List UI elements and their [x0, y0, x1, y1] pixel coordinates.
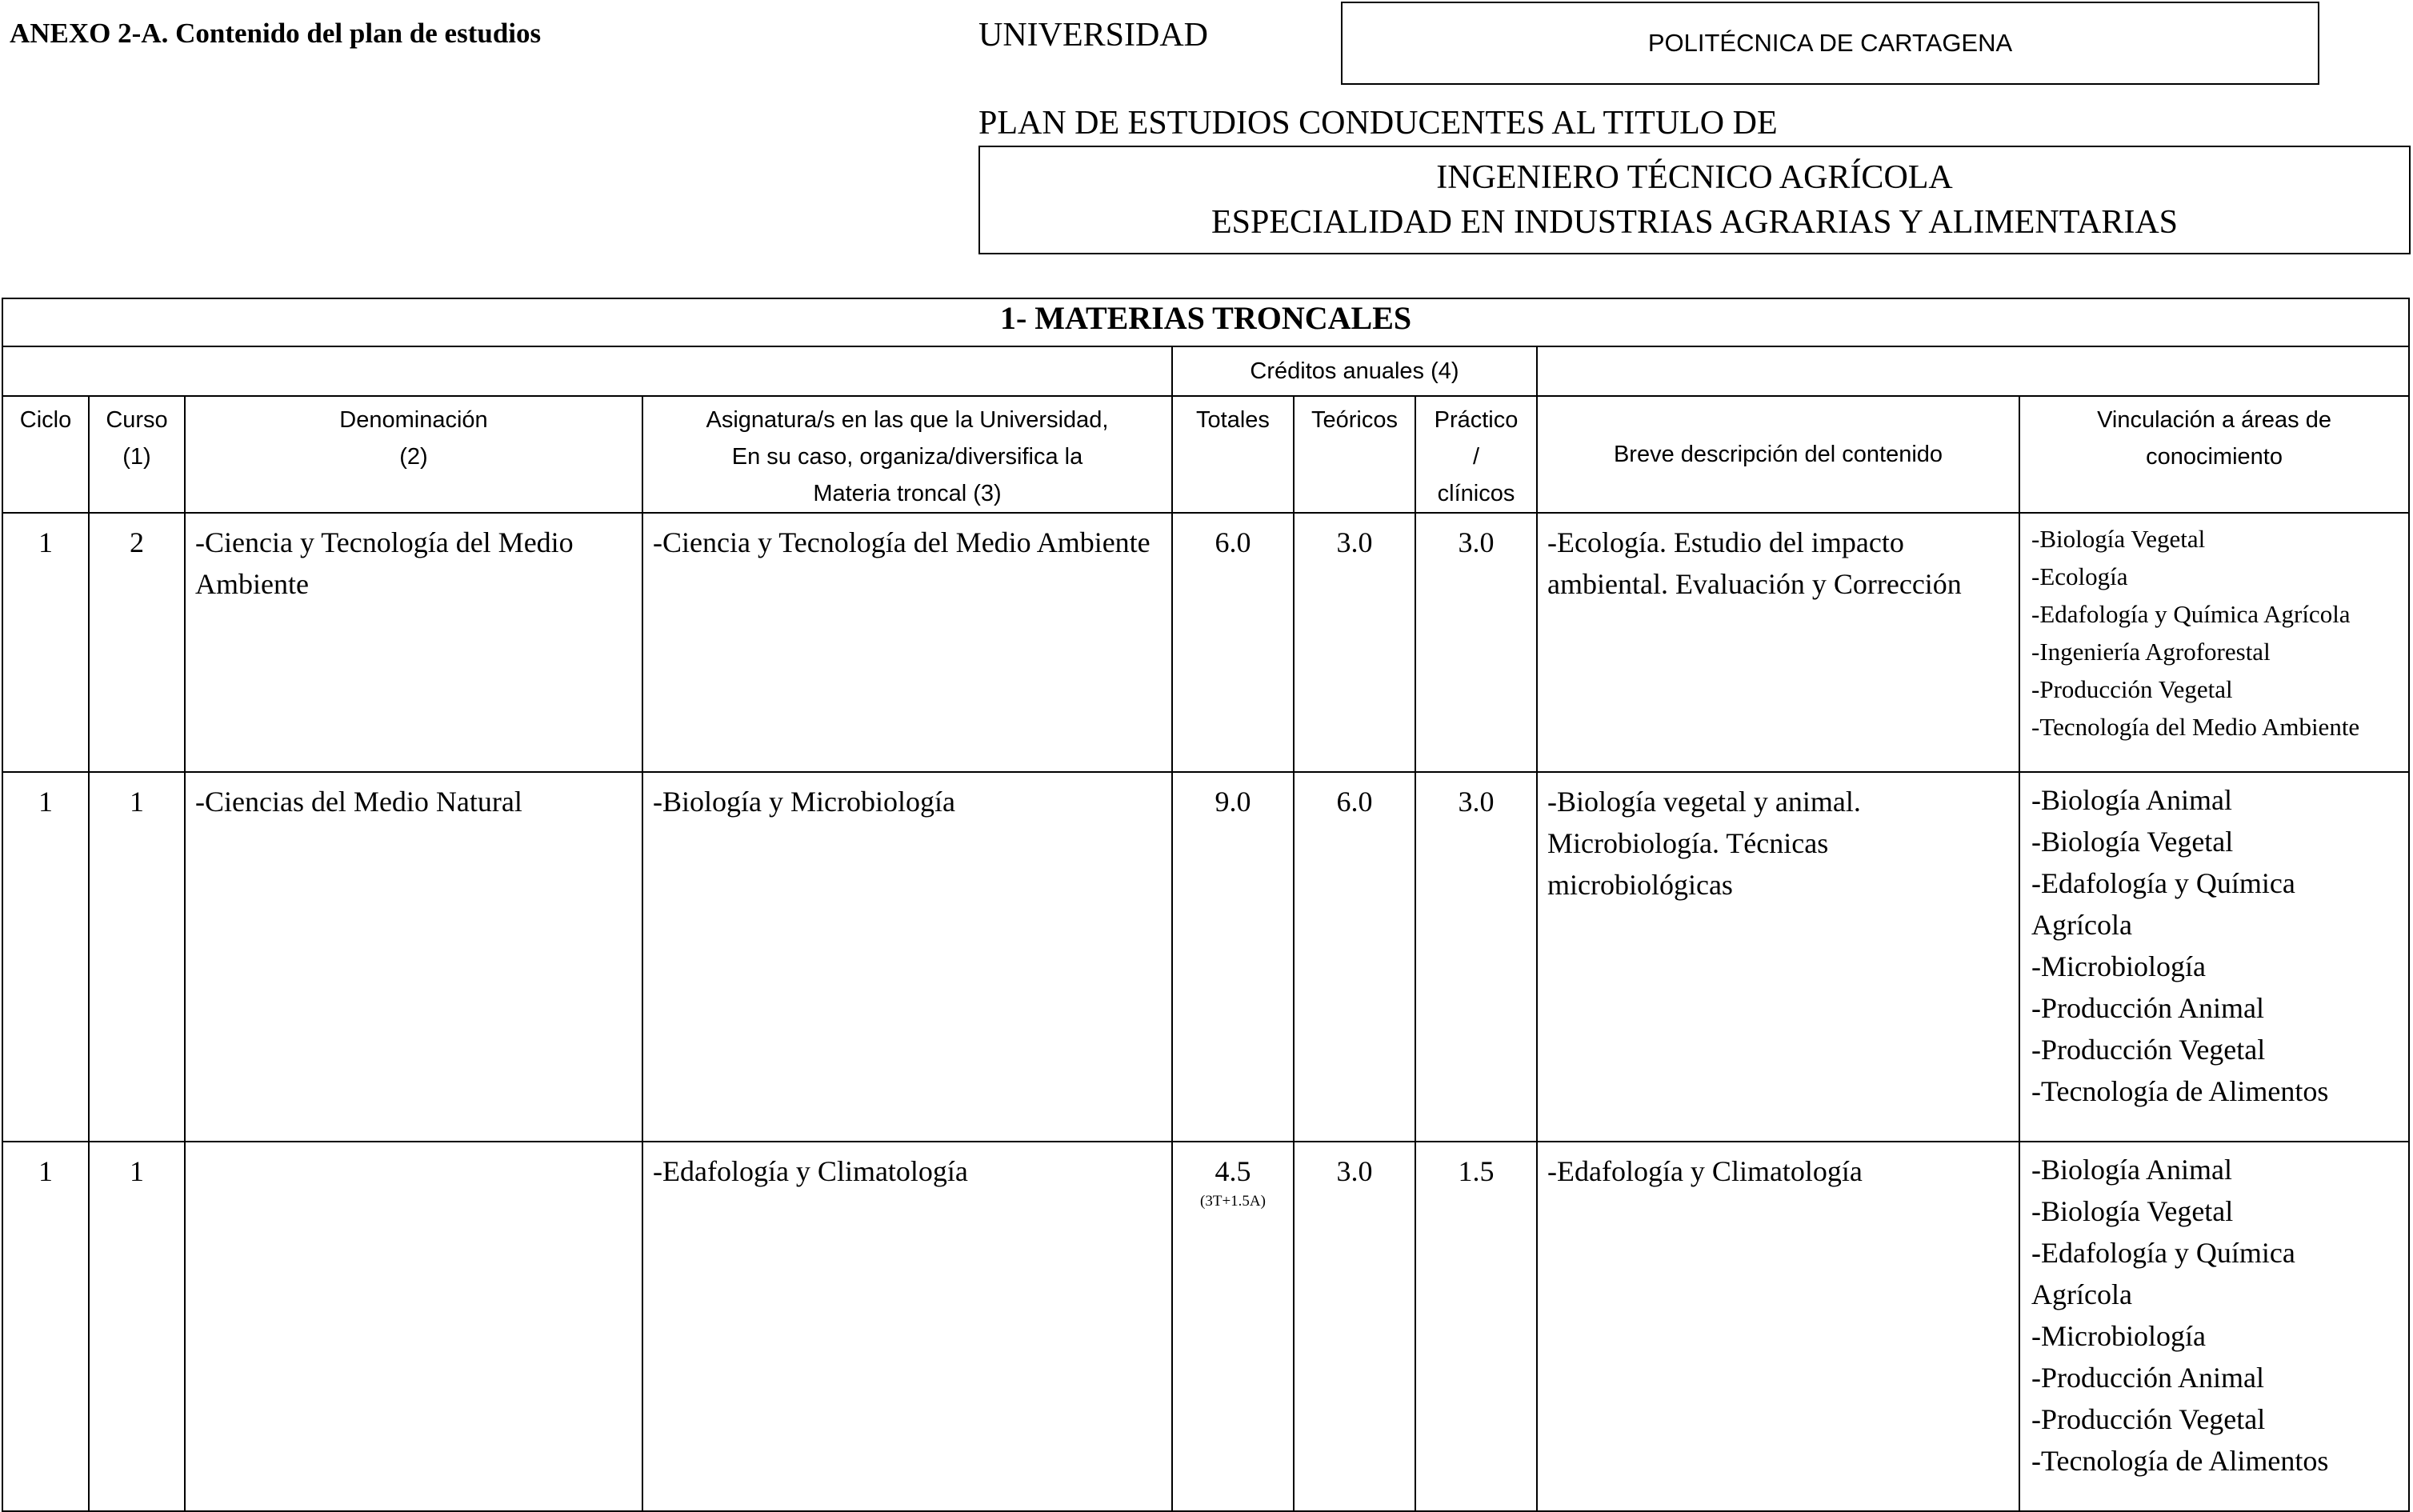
degree-title-box — [978, 146, 2411, 254]
list-item: -Microbiología — [2031, 1320, 2206, 1352]
cell-denominacion: -Ciencia y Tecnología del Medio Ambiente — [185, 513, 642, 772]
cell-practicos: 3.0 — [1415, 513, 1537, 772]
col-header-ciclo: Ciclo — [2, 396, 89, 513]
cell-practicos: 3.0 — [1415, 772, 1537, 1142]
col-header-totales: Totales — [1172, 396, 1294, 513]
table-row — [2, 513, 2409, 772]
section-title-row — [2, 298, 2409, 346]
list-item: -Biología Vegetal — [2031, 525, 2206, 553]
list-item: -Producción Animal — [2031, 992, 2264, 1024]
annex-title: ANEXO 2-A. Contenido del plan de estudios — [10, 18, 542, 49]
cell-descripcion: -Ecología. Estudio del impacto ambiental. Evaluación y Corrección — [1537, 513, 2019, 772]
list-item: -Edafología y Química Agrícola — [2031, 600, 2351, 628]
list-item: -Biología Vegetal — [2031, 1195, 2234, 1227]
list-item: -Tecnología de Alimentos — [2031, 1445, 2329, 1477]
cell-asignatura: -Edafología y Climatología — [642, 1142, 1172, 1511]
section-title: 1- MATERIAS TRONCALES — [2, 298, 2409, 346]
list-item: -Biología Animal — [2031, 784, 2232, 816]
credits-group-label: Créditos anuales (4) — [1172, 346, 1537, 396]
credits-spacer-right — [1537, 346, 2409, 396]
col-header-descripcion: Breve descripción del contenido — [1537, 396, 2019, 513]
cell-curso: 2 — [89, 513, 185, 772]
list-item: -Tecnología del Medio Ambiente — [2031, 713, 2360, 741]
cell-totales: 4.5 (3T+1.5A) — [1172, 1142, 1294, 1511]
list-item: Agrícola — [2031, 1278, 2132, 1310]
degree-line-2: ESPECIALIDAD EN INDUSTRIAS AGRARIAS Y ALIMENTARIAS — [1211, 204, 2179, 241]
list-item: -Ingeniería Agroforestal — [2031, 638, 2271, 666]
cell-asignatura: -Biología y Microbiología — [642, 772, 1172, 1142]
list-item: -Producción Animal — [2031, 1362, 2264, 1394]
table-row — [2, 1142, 2409, 1511]
cell-totales: 9.0 — [1172, 772, 1294, 1142]
list-item: -Biología Vegetal — [2031, 826, 2234, 858]
cell-teoricos: 6.0 — [1294, 772, 1415, 1142]
cell-ciclo: 1 — [2, 772, 89, 1142]
list-item: -Producción Vegetal — [2031, 1403, 2266, 1435]
cell-totales: 6.0 — [1172, 513, 1294, 772]
cell-curso: 1 — [89, 772, 185, 1142]
col-header-curso: Curso (1) — [89, 396, 185, 513]
col-header-asignatura: Asignatura/s en las que la Universidad, En su caso, organiza/diversifica la Materia troncal (3) — [642, 396, 1172, 513]
list-item: -Biología Animal — [2031, 1154, 2232, 1186]
cell-denominacion — [185, 1142, 642, 1511]
list-item: -Edafología y Química — [2031, 867, 2295, 899]
university-name-box — [1341, 2, 2319, 85]
cell-ciclo: 1 — [2, 1142, 89, 1511]
col-header-practicos: Práctico / clínicos — [1415, 396, 1537, 513]
core-subjects-table — [2, 298, 2410, 1512]
cell-practicos: 1.5 — [1415, 1142, 1537, 1511]
cell-descripcion: -Biología vegetal y animal. Microbiología. Técnicas microbiológicas — [1537, 772, 2019, 1142]
cell-teoricos: 3.0 — [1294, 513, 1415, 772]
university-label: UNIVERSIDAD — [978, 17, 1208, 54]
plan-label: PLAN DE ESTUDIOS CONDUCENTES AL TITULO DE — [978, 105, 1778, 142]
list-item: -Ecología — [2031, 562, 2128, 590]
university-name: POLITÉCNICA DE CARTAGENA — [1647, 29, 2013, 57]
list-item: -Microbiología — [2031, 950, 2206, 982]
cell-asignatura: -Ciencia y Tecnología del Medio Ambiente — [642, 513, 1172, 772]
cell-teoricos: 3.0 — [1294, 1142, 1415, 1511]
degree-line-1: INGENIERO TÉCNICO AGRÍCOLA — [1436, 159, 1953, 196]
list-item: Agrícola — [2031, 909, 2132, 941]
list-item: -Edafología y Química — [2031, 1237, 2295, 1269]
cell-curso: 1 — [89, 1142, 185, 1511]
list-item: -Producción Vegetal — [2031, 675, 2233, 703]
list-item: -Tecnología de Alimentos — [2031, 1075, 2329, 1107]
col-header-denominacion: Denominación (2) — [185, 396, 642, 513]
cell-areas — [2019, 513, 2409, 772]
list-item: -Producción Vegetal — [2031, 1034, 2266, 1066]
cell-areas — [2019, 772, 2409, 1142]
credits-spacer-left — [2, 346, 1172, 396]
col-header-teoricos: Teóricos — [1294, 396, 1415, 513]
cell-denominacion: -Ciencias del Medio Natural — [185, 772, 642, 1142]
cell-areas — [2019, 1142, 2409, 1511]
credits-group-row — [2, 346, 2409, 396]
column-header-row — [2, 396, 2409, 513]
cell-ciclo: 1 — [2, 513, 89, 772]
col-header-vinculacion: Vinculación a áreas de conocimiento — [2019, 396, 2409, 513]
table-row — [2, 772, 2409, 1142]
cell-descripcion: -Edafología y Climatología — [1537, 1142, 2019, 1511]
